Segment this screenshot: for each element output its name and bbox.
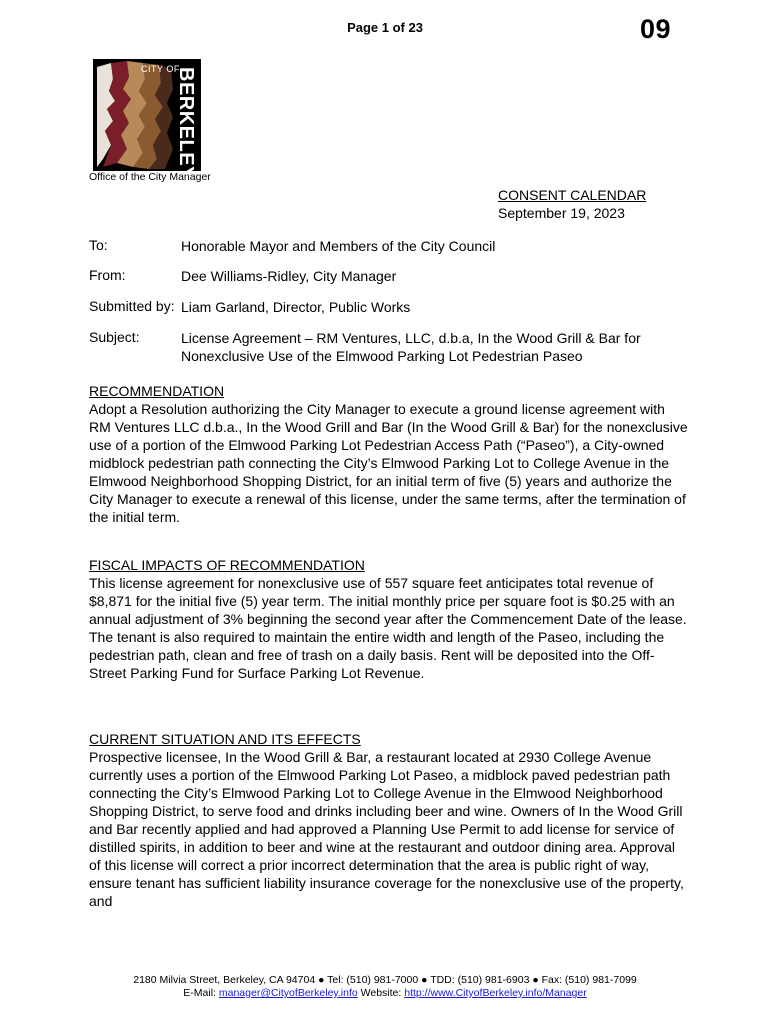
- logo-text-city-of: CITY OF: [141, 64, 180, 74]
- memo-from-value: Dee Williams-Ridley, City Manager: [181, 268, 397, 284]
- current-section: [89, 730, 689, 910]
- item-number: 09: [640, 14, 672, 44]
- consent-title: CONSENT CALENDAR: [498, 187, 647, 203]
- page-number: Page 1 of 23: [347, 20, 423, 35]
- recommendation-heading: RECOMMENDATION: [89, 383, 225, 399]
- footer: [0, 974, 770, 1000]
- memo-to-label: To:: [89, 237, 108, 253]
- memo-to: [89, 237, 701, 255]
- logo-text-berkeley: BERKELEY: [175, 67, 197, 180]
- recommendation-body: Adopt a Resolution authorizing the City Manager to execute a ground license agreement with RM Ventures LLC d.b.a., In the Wood Grill and Bar (In the Wood Grill & Bar) for the nonexclusive use of a portion of the Elmwood Parking Lot Pedestrian Access Path (“Paseo”), a City-owned midblock pedestrian path connecting the City’s Elmwood Parking Lot to College Avenue in the Elmwood Neighborhood Shopping District, for an initial term of five (5) years and authorize the City Manager to execute a renewal of this license, under the same terms, after the termination of the initial term.: [89, 401, 688, 525]
- current-heading: CURRENT SITUATION AND ITS EFFECTS: [89, 731, 361, 747]
- footer-email-link[interactable]: manager@CityofBerkeley.info: [218, 987, 358, 999]
- current-body: Prospective licensee, In the Wood Grill & Bar, a restaurant located at 2930 College Avenue currently uses a portion of the Elmwood Parking Lot Paseo, a midblock paved pedestrian path connecting the City’s Elmwood Parking Lot to College Avenue in the Elmwood Neighborhood Shopping District, to serve food and drinks including beer and wine. Owners of In the Wood Grill and Bar recently applied and had approved a Planning Use Permit to add license for service of distilled spirits, in addition to beer and wine at the restaurant and outdoor dining area. Approval of this license will correct a prior incorrect determination that the area is public right of way, ensure tenant has sufficient liability insurance coverage for the nonexclusive use of the property, and: [89, 749, 684, 909]
- fiscal-heading: FISCAL IMPACTS OF RECOMMENDATION: [89, 557, 365, 573]
- footer-address: 2180 Milvia Street, Berkeley, CA 94704 ● Tel: (510) 981-7000 ● TDD: (510) 981-6903 ● Fax: (510) 981-7099: [133, 974, 637, 986]
- footer-contact: [0, 987, 770, 1000]
- memo-submitted-value: Liam Garland, Director, Public Works: [181, 299, 411, 315]
- memo-subject: [89, 329, 701, 365]
- memo-to-value: Honorable Mayor and Members of the City Council: [181, 238, 496, 254]
- footer-website-label: Website:: [360, 987, 402, 999]
- office-name: Office of the City Manager: [89, 171, 211, 183]
- footer-email-label: E-Mail:: [183, 987, 216, 999]
- fiscal-body: This license agreement for nonexclusive use of 557 square feet anticipates total revenue of $8,871 for the initial five (5) year term. The initial monthly price per square foot is $0.25 with an annual adjustment of 3% beginning the second year after the Commencement Date of the lease. The tenant is also required to maintain the entire width and length of the Paseo, including the pedestrian path, clean and free of trash on a daily basis. Rent will be deposited into the Off-Street Parking Fund for Surface Parking Lot Revenue.: [89, 575, 687, 681]
- memo-subject-value: License Agreement – RM Ventures, LLC, d.b.a, In the Wood Grill & Bar for Nonexclusive Use of the Elmwood Parking Lot Pedestrian Paseo: [181, 330, 641, 364]
- consent-date: September 19, 2023: [498, 205, 625, 221]
- memo-from-label: From:: [89, 267, 126, 283]
- footer-website-link[interactable]: http://www.CityofBerkeley.info/Manager: [404, 987, 587, 999]
- fiscal-section: [89, 556, 689, 682]
- consent-block: [498, 186, 646, 222]
- recommendation-section: [89, 382, 689, 526]
- memo-subject-label: Subject:: [89, 329, 140, 345]
- memo-from: [89, 267, 701, 285]
- memo-submitted: [89, 298, 701, 316]
- memo-submitted-label: Submitted by:: [89, 298, 175, 314]
